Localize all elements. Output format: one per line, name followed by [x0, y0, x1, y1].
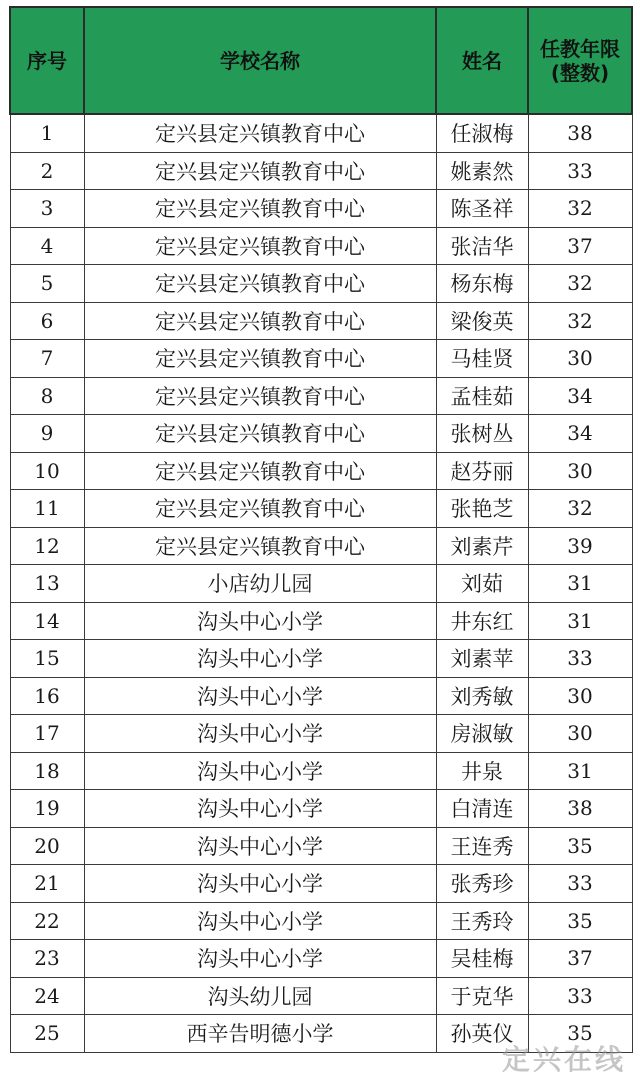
table-row: [10, 865, 632, 903]
cell-years: 30: [528, 452, 632, 490]
cell-no: 18: [10, 752, 84, 790]
cell-no: 3: [10, 190, 84, 228]
cell-school: 定兴县定兴镇教育中心: [84, 340, 436, 378]
table-row: [10, 452, 632, 490]
cell-school: 沟头幼儿园: [84, 977, 436, 1015]
cell-name: 张树丛: [436, 415, 528, 453]
header-years-line2: (整数): [550, 60, 610, 85]
cell-no: 25: [10, 1015, 84, 1053]
cell-name: 房淑敏: [436, 715, 528, 753]
cell-no: 21: [10, 865, 84, 903]
cell-years: 35: [528, 827, 632, 865]
table-body: [10, 114, 632, 1052]
cell-years: 30: [528, 715, 632, 753]
cell-school: 定兴县定兴镇教育中心: [84, 415, 436, 453]
cell-years: 30: [528, 340, 632, 378]
teacher-roster-table: [9, 6, 633, 1053]
header-no: 序号: [10, 7, 84, 114]
header-years: [528, 7, 632, 114]
cell-name: 井东红: [436, 602, 528, 640]
cell-no: 7: [10, 340, 84, 378]
cell-name: 赵芬丽: [436, 452, 528, 490]
cell-name: 张艳芝: [436, 490, 528, 528]
cell-no: 20: [10, 827, 84, 865]
table-row: [10, 415, 632, 453]
cell-years: 33: [528, 977, 632, 1015]
cell-no: 6: [10, 302, 84, 340]
cell-years: 35: [528, 1015, 632, 1053]
table-row: [10, 490, 632, 528]
table-row: [10, 527, 632, 565]
table-row: [10, 940, 632, 978]
cell-years: 32: [528, 490, 632, 528]
table-header-row: [10, 7, 632, 114]
header-school: 学校名称: [84, 7, 436, 114]
cell-no: 23: [10, 940, 84, 978]
cell-school: 定兴县定兴镇教育中心: [84, 152, 436, 190]
cell-no: 16: [10, 677, 84, 715]
table-row: [10, 640, 632, 678]
cell-name: 孟桂茹: [436, 377, 528, 415]
cell-no: 10: [10, 452, 84, 490]
cell-no: 5: [10, 265, 84, 303]
cell-name: 刘秀敏: [436, 677, 528, 715]
cell-school: 沟头中心小学: [84, 752, 436, 790]
cell-name: 张秀珍: [436, 865, 528, 903]
cell-name: 井泉: [436, 752, 528, 790]
table-row: [10, 752, 632, 790]
cell-name: 白清连: [436, 790, 528, 828]
cell-no: 24: [10, 977, 84, 1015]
cell-years: 34: [528, 415, 632, 453]
cell-name: 于克华: [436, 977, 528, 1015]
cell-school: 沟头中心小学: [84, 602, 436, 640]
table-row: [10, 827, 632, 865]
cell-years: 37: [528, 940, 632, 978]
table-row: [10, 302, 632, 340]
cell-years: 31: [528, 752, 632, 790]
cell-school: 定兴县定兴镇教育中心: [84, 265, 436, 303]
cell-school: 沟头中心小学: [84, 827, 436, 865]
cell-years: 32: [528, 265, 632, 303]
cell-school: 沟头中心小学: [84, 865, 436, 903]
cell-school: 沟头中心小学: [84, 677, 436, 715]
table-row: [10, 152, 632, 190]
cell-school: 定兴县定兴镇教育中心: [84, 302, 436, 340]
header-name: 姓名: [436, 7, 528, 114]
table-row: [10, 1015, 632, 1053]
cell-years: 31: [528, 602, 632, 640]
cell-years: 32: [528, 302, 632, 340]
cell-school: 小店幼儿园: [84, 565, 436, 603]
cell-years: 34: [528, 377, 632, 415]
table-row: [10, 340, 632, 378]
cell-name: 姚素然: [436, 152, 528, 190]
cell-school: 沟头中心小学: [84, 940, 436, 978]
cell-no: 11: [10, 490, 84, 528]
cell-no: 19: [10, 790, 84, 828]
cell-no: 12: [10, 527, 84, 565]
table-row: [10, 902, 632, 940]
cell-school: 定兴县定兴镇教育中心: [84, 114, 436, 152]
cell-name: 杨东梅: [436, 265, 528, 303]
cell-school: 沟头中心小学: [84, 640, 436, 678]
cell-years: 33: [528, 865, 632, 903]
cell-name: 孙英仪: [436, 1015, 528, 1053]
watermark-text: 定兴在线: [501, 1043, 626, 1076]
table-row: [10, 565, 632, 603]
cell-years: 38: [528, 114, 632, 152]
cell-school: 沟头中心小学: [84, 715, 436, 753]
cell-years: 35: [528, 902, 632, 940]
table-row: [10, 114, 632, 152]
cell-years: 33: [528, 152, 632, 190]
cell-no: 1: [10, 114, 84, 152]
cell-no: 9: [10, 415, 84, 453]
cell-years: 38: [528, 790, 632, 828]
cell-no: 2: [10, 152, 84, 190]
cell-name: 刘茹: [436, 565, 528, 603]
cell-years: 30: [528, 677, 632, 715]
table-row: [10, 977, 632, 1015]
cell-name: 吴桂梅: [436, 940, 528, 978]
cell-name: 刘素苹: [436, 640, 528, 678]
cell-name: 陈圣祥: [436, 190, 528, 228]
table-row: [10, 190, 632, 228]
header-years-line1: 任教年限: [540, 36, 620, 61]
cell-school: 定兴县定兴镇教育中心: [84, 527, 436, 565]
table-row: [10, 715, 632, 753]
cell-name: 梁俊英: [436, 302, 528, 340]
cell-school: 沟头中心小学: [84, 790, 436, 828]
cell-years: 33: [528, 640, 632, 678]
cell-no: 8: [10, 377, 84, 415]
cell-years: 39: [528, 527, 632, 565]
cell-years: 31: [528, 565, 632, 603]
cell-school: 定兴县定兴镇教育中心: [84, 490, 436, 528]
cell-name: 任淑梅: [436, 114, 528, 152]
cell-school: 定兴县定兴镇教育中心: [84, 227, 436, 265]
cell-no: 15: [10, 640, 84, 678]
cell-school: 定兴县定兴镇教育中心: [84, 190, 436, 228]
cell-years: 32: [528, 190, 632, 228]
cell-name: 马桂贤: [436, 340, 528, 378]
cell-name: 王秀玲: [436, 902, 528, 940]
cell-years: 37: [528, 227, 632, 265]
cell-school: 西辛告明德小学: [84, 1015, 436, 1053]
cell-name: 王连秀: [436, 827, 528, 865]
table-row: [10, 227, 632, 265]
table-row: [10, 602, 632, 640]
cell-school: 沟头中心小学: [84, 902, 436, 940]
cell-no: 22: [10, 902, 84, 940]
table-row: [10, 790, 632, 828]
cell-no: 13: [10, 565, 84, 603]
cell-no: 14: [10, 602, 84, 640]
cell-no: 17: [10, 715, 84, 753]
cell-name: 刘素芹: [436, 527, 528, 565]
table-row: [10, 677, 632, 715]
table-row: [10, 265, 632, 303]
cell-school: 定兴县定兴镇教育中心: [84, 452, 436, 490]
cell-no: 4: [10, 227, 84, 265]
cell-school: 定兴县定兴镇教育中心: [84, 377, 436, 415]
table-row: [10, 377, 632, 415]
cell-name: 张洁华: [436, 227, 528, 265]
